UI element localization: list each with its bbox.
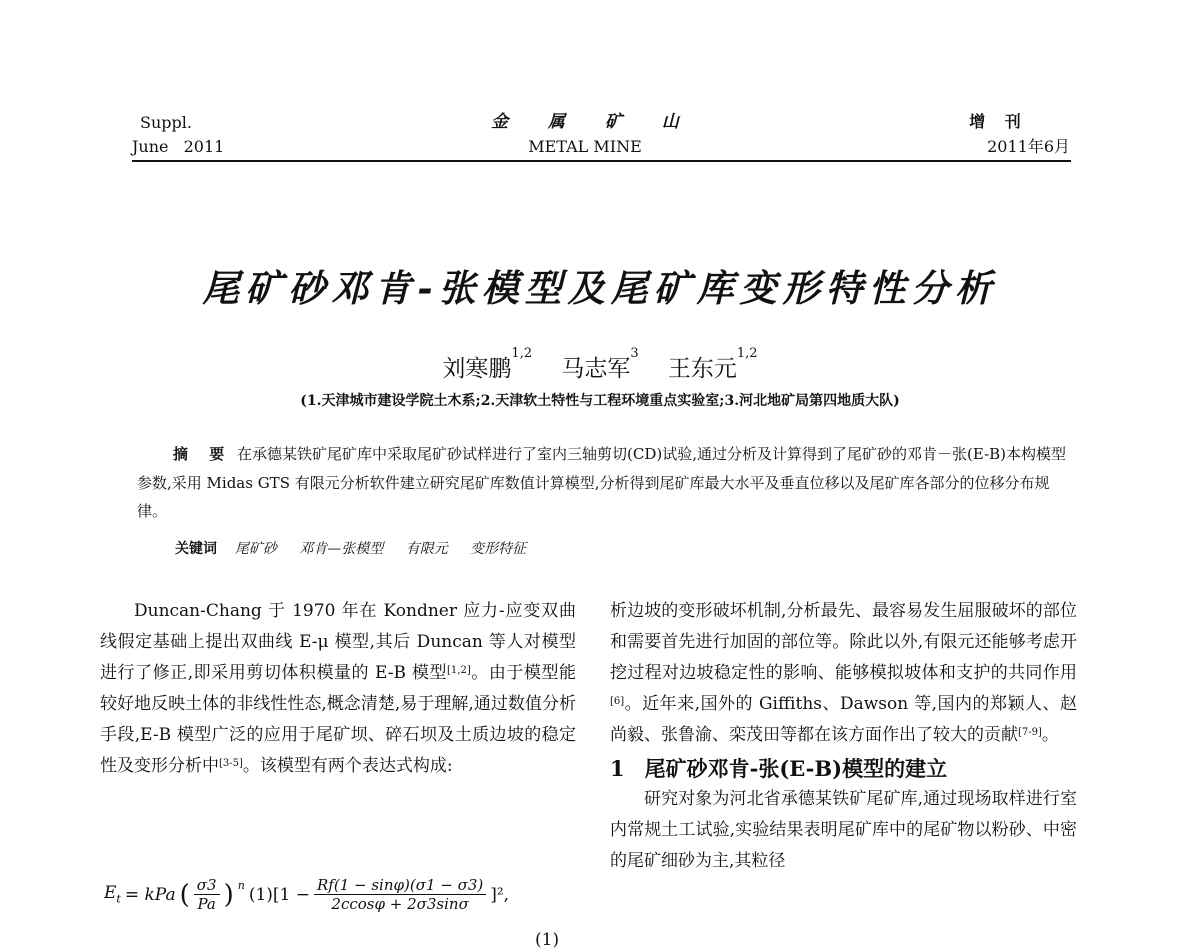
author-affiliation-mark: 1,2: [736, 346, 758, 361]
eq-middle: (1)[1 −: [248, 884, 310, 905]
citation: [7-9]: [1018, 727, 1042, 738]
header-rule: [132, 160, 1071, 162]
body-left-column: [100, 596, 576, 782]
header-center-line1: 金 属 矿 山: [491, 112, 679, 132]
affiliations: (1.天津城市建设学院土木系;2.天津软土特性与工程环境重点实验室;3.河北地矿局第四地质大队): [300, 393, 900, 409]
eq-frac2-bottom: 2ccosφ + 2σ3sinσ: [331, 895, 469, 913]
eq-frac2-top: Rf(1 − sinφ)(σ1 − σ3): [314, 876, 486, 895]
keyword: 变形特征: [470, 541, 527, 557]
eq-fraction-2: [314, 876, 486, 913]
author-affiliation-mark: 3: [630, 346, 639, 361]
keyword: 尾矿砂: [234, 541, 277, 557]
eq-tail: ]²,: [490, 884, 510, 905]
section-number: 1: [610, 756, 625, 781]
author-list: [0, 346, 1200, 383]
paragraph-text: 。: [1041, 725, 1059, 745]
paragraph-text: 。该模型有两个表达式构成:: [242, 756, 453, 776]
header-right-line2: 2011年6月: [987, 137, 1070, 156]
paragraph-text: 。近年来,国外的 Giffiths、Dawson 等,国内的郑颖人、赵尚毅、张鲁渝、栾茂田等都在该方面作出了较大的贡献: [610, 694, 1077, 745]
keyword: 有限元: [405, 541, 448, 557]
author-affiliation-mark: 1,2: [511, 346, 533, 361]
paper-title: 尾矿砂邓肯-张模型及尾矿库变形特性分析: [202, 266, 998, 310]
abstract: [137, 440, 1070, 526]
abstract-label: 摘 要: [173, 445, 233, 463]
eq-equals: = kPa: [124, 884, 176, 905]
header-center-line2: METAL MINE: [528, 137, 642, 156]
equation-number: (1): [535, 930, 560, 950]
eq-fraction-1: [194, 876, 220, 913]
header-right-line1: 增 刊: [969, 112, 1021, 131]
keyword: 邓肯—张模型: [299, 541, 384, 557]
body-paragraph: [100, 596, 576, 782]
paragraph-text: Duncan-Chang 于 1970 年在 Kondner 应力-应变双曲线假定基础上提出双曲线 E-μ 模型,其后 Duncan 等人对模型进行了修正,即采用剪切体积模量的 E-B 模型: [100, 601, 576, 683]
abstract-text: 在承德某铁矿尾矿库中采取尾矿砂试样进行了室内三轴剪切(CD)试验,通过分析及计算得到了尾矿砂的邓肯－张(E-B)本构模型参数,采用 Midas GTS 有限元分析软件建立研究尾矿库数值计算模型,分析得到尾矿库最大水平及垂直位移以及尾矿库各部分的位移分布规律。: [137, 445, 1067, 520]
keywords: [175, 538, 544, 558]
eq-lhs: E: [104, 883, 117, 904]
author-name: 刘寒鹏: [442, 356, 512, 382]
eq-lhs-sub: t: [116, 892, 121, 906]
eq-frac1-top: σ3: [194, 876, 220, 895]
paragraph-text: 。由于模型能较好地反映土体的非线性性态,概念清楚,易于理解,通过数值分析手段,E-B 模型广泛的应用于尾矿坝、碎石坝及土质边坡的稳定性及变形分析中: [100, 663, 576, 776]
body-paragraph: [610, 596, 1077, 751]
citation: [3-5]: [219, 758, 243, 769]
header-left-line1: Suppl.: [140, 113, 192, 132]
paragraph-text: 析边坡的变形破坏机制,分析最先、最容易发生屈服破坏的部位和需要首先进行加固的部位等。除此以外,有限元还能够考虑开挖过程对边坡稳定性的影响、能够模拟坡体和支护的共同作用: [610, 601, 1077, 683]
citation: [6]: [610, 696, 625, 707]
section-heading: [610, 753, 1077, 784]
equation-1: $E_t$ = kPa ( $\frac{\sigma 3}{Pa}$ ) $^n$ (1)[1 − $\frac{Rf(1 - \sin\varphi)(\sigma 1 - \sigma 3)}{2ccos\varphi + 2\sigma 3\sin\sigma}$ ]²,: [104, 876, 510, 913]
body-paragraph: 研究对象为河北省承德某铁矿尾矿库,通过现场取样进行室内常规土工试验,实验结果表明尾矿库中的尾矿物以粉砂、中密的尾矿细砂为主,其粒径: [610, 789, 1077, 871]
citation: [1,2]: [447, 665, 471, 676]
body-right-column: [610, 596, 1077, 877]
eq-exponent: n: [237, 879, 245, 892]
keywords-label: 关键词: [175, 541, 217, 557]
section-title: 尾矿砂邓肯-张(E-B)模型的建立: [644, 756, 948, 781]
author-name: 马志军: [561, 356, 631, 382]
header-left-line2: June 2011: [132, 137, 225, 156]
eq-frac1-bottom: Pa: [197, 895, 216, 913]
author-name: 王东元: [667, 356, 737, 382]
